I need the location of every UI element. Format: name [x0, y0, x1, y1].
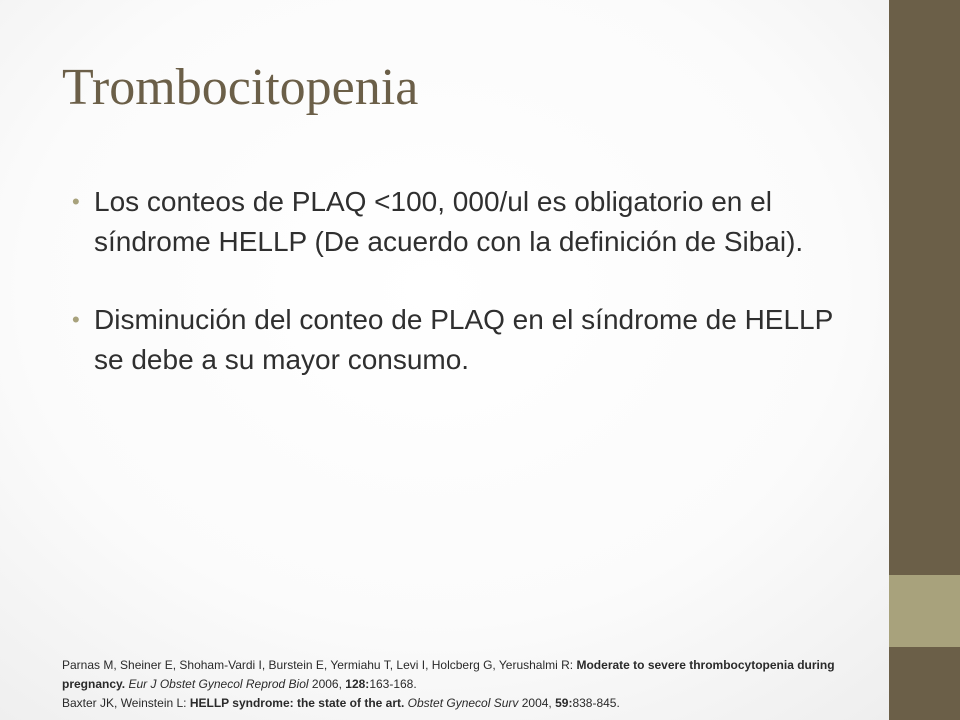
reference-year: 2004, — [518, 696, 556, 710]
bullet-item — [72, 300, 862, 380]
reference-pages: 163-168. — [369, 677, 417, 691]
reference-title: HELLP syndrome: the state of the art. — [189, 696, 405, 710]
bullet-dot-icon: • — [72, 307, 80, 332]
slide-title: Trombocitopenia — [62, 59, 419, 116]
bullet-text: Disminución del conteo de PLAQ en el síndrome de HELLP se debe a su mayor consumo. — [94, 304, 833, 375]
side-accent-bar-bottom — [889, 647, 960, 720]
reference-title: Moderate to severe thrombocytopenia during pregnancy. — [62, 658, 835, 691]
reference-volume: 59: — [555, 696, 573, 710]
reference-volume: 128: — [345, 677, 370, 691]
reference-year: 2006, — [308, 677, 346, 691]
bullet-dot-icon: • — [72, 189, 80, 214]
references — [62, 656, 882, 713]
reference-authors: Parnas M, Sheiner E, Shoham-Vardi I, Burstein E, Yermiahu T, Levi I, Holcberg G, Yerushalmi R: — [62, 658, 577, 672]
side-accent-bar-middle — [889, 575, 960, 647]
reference-pages: 838-845. — [572, 696, 620, 710]
side-accent-bar-top — [889, 0, 960, 575]
reference-authors: Baxter JK, Weinstein L: — [62, 696, 190, 710]
reference-item — [62, 694, 882, 713]
bullet-text: Los conteos de PLAQ <100, 000/ul es obligatorio en el síndrome HELLP (De acuerdo con la definición de Sibai). — [94, 186, 804, 257]
reference-journal: Eur J Obstet Gynecol Reprod Biol — [128, 677, 309, 691]
reference-item — [62, 656, 882, 694]
bullet-item — [72, 182, 862, 262]
bullet-list — [72, 182, 862, 418]
reference-journal: Obstet Gynecol Surv — [407, 696, 519, 710]
